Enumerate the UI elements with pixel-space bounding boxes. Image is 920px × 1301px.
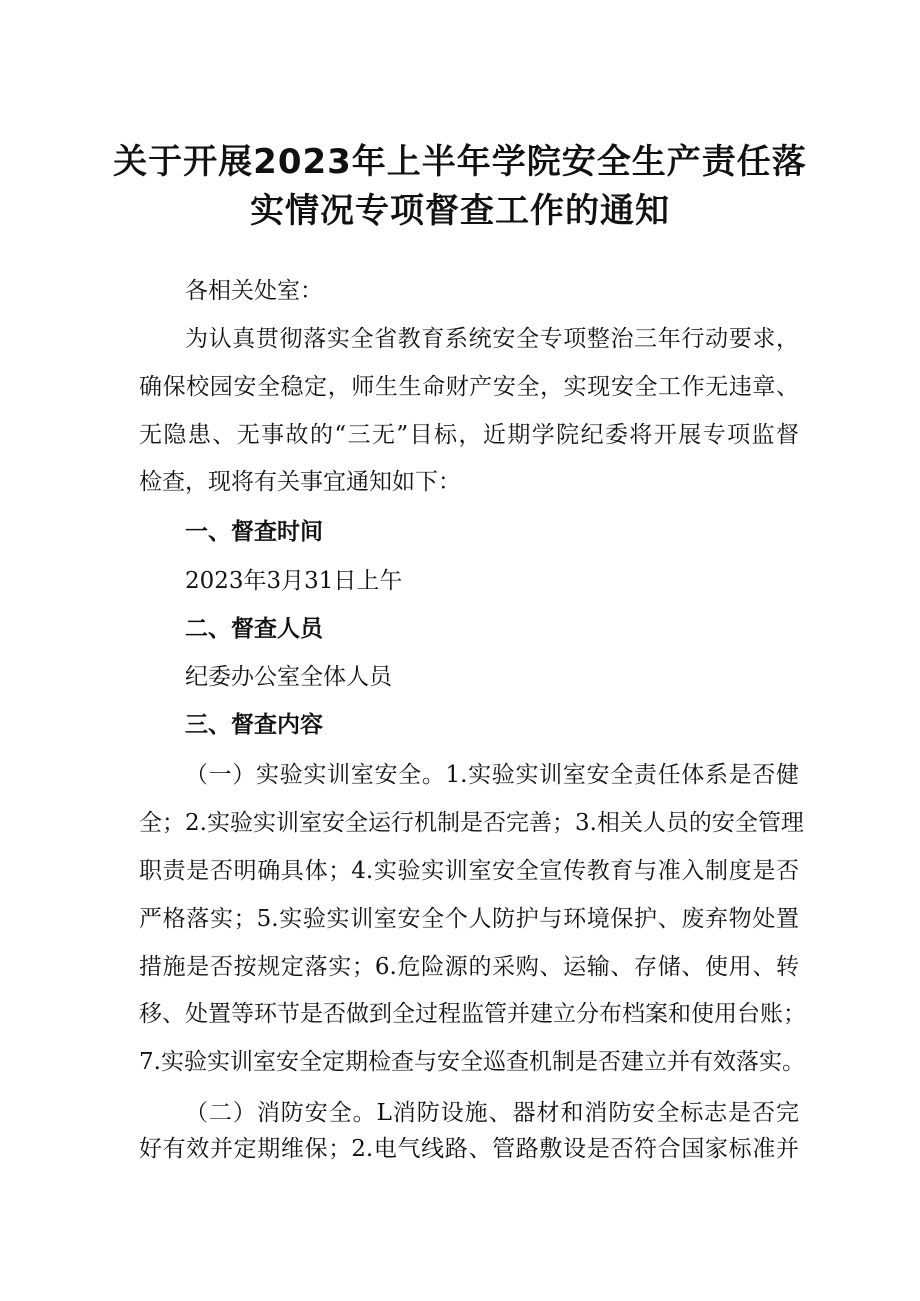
lab-safety-line: 移、处置等环节是否做到全过程监管并建立分布档案和使用台账； (139, 1001, 806, 1027)
fire-safety-line: 好有效并定期维保；2.电气线路、管路敷设是否符合国家标准并 (139, 1136, 799, 1162)
lab-safety-line: 措施是否按规定落实；6.危险源的采购、运输、存储、使用、转 (139, 954, 799, 980)
section-3-heading: 三、督查内容 (185, 712, 323, 738)
lab-safety-line: 职责是否明确具体；4.实验实训室安全宣传教育与准入制度是否 (139, 858, 799, 884)
document-title-line-2: 实情况专项督查工作的通知 (250, 191, 670, 231)
section-1-heading: 一、督查时间 (185, 519, 323, 545)
lab-safety-line: 严格落实；5.实验实训室安全个人防护与环境保护、废弃物处置 (139, 906, 799, 932)
section-2-heading: 二、督查人员 (185, 616, 323, 642)
document-title-line-1: 关于开展2023年上半年学院安全生产责任落 (113, 142, 807, 182)
lab-safety-line: 全；2.实验实训室安全运行机制是否完善；3.相关人员的安全管理 (139, 810, 804, 836)
intro-line: 检查，现将有关事宜通知如下： (139, 469, 461, 495)
salutation: 各相关处室： (185, 278, 323, 304)
intro-line: 为认真贯彻落实全省教育系统安全专项整治三年行动要求， (185, 326, 799, 352)
intro-line: 确保校园安全稳定，师生生命财产安全，实现安全工作无违章、 (139, 374, 799, 400)
intro-line: 无隐患、无事故的“三无”目标，近期学院纪委将开展专项监督 (139, 422, 799, 448)
section-1-body: 2023年3月31日上午 (185, 568, 403, 594)
lab-safety-line: 7.实验实训室安全定期检查与安全巡查机制是否建立并有效落实。 (139, 1049, 805, 1075)
section-2-body: 纪委办公室全体人员 (185, 664, 392, 690)
lab-safety-line: （一）实验实训室安全。1.实验实训室安全责任体系是否健 (185, 762, 799, 788)
fire-safety-line: （二）消防安全。L消防设施、器材和消防安全标志是否完 (185, 1100, 799, 1126)
